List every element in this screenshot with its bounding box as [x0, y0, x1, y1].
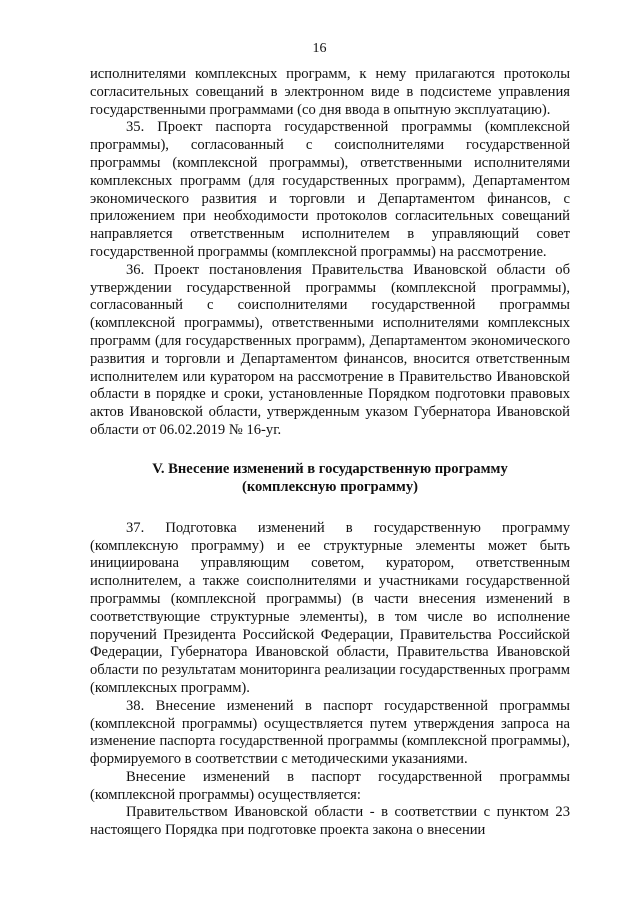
paragraph-38-intro: Внесение изменений в паспорт государственной программы (комплексной программы) осуществляется: — [90, 768, 570, 803]
section-title-line-1: V. Внесение изменений в государственную программу — [152, 460, 508, 477]
paragraph-38: 38. Внесение изменений в паспорт государственной программы (комплексной программы) осуществляется путем утверждения запроса на изменение паспорта государственной программы (комплексной программы), формируемого в соответствии с методическими указаниями. — [90, 697, 570, 768]
paragraph-37: 37. Подготовка изменений в государственную программу (комплексную программу) и ее структурные элементы может быть инициирована управляющим советом, куратором, ответственным исполнителем, а также соисполнителями и участниками государственной программы (комплексной программы) (в части внесения изменений в соответствующие структурные элементы), в том числе во исполнение поручений Президента Российской Федерации, Правительства Российской Федерации, Губернатора Ивановской области, Правительства Ивановской области по результатам мониторинга реализации государственных программ (комплексных программ). — [90, 519, 570, 696]
paragraph-continuation: исполнителями комплексных программ, к нему прилагаются протоколы согласительных совещаний в электронном виде в подсистеме управления государственными программами (со дня ввода в опытную эксплуатацию). — [90, 66, 570, 118]
document-body — [90, 66, 570, 840]
paragraph-38-government: Правительством Ивановской области - в соответствии с пунктом 23 настоящего Порядка при подготовке проекта закона о внесении — [90, 804, 570, 839]
paragraph-35: 35. Проект паспорта государственной программы (комплексной программы), согласованный с соисполнителями государственной программы (комплексной программы), ответственными исполнителями комплексных программ (для государственных программ), Департаментом экономического развития и торговли и Департаментом финансов, с приложением при необходимости протоколов согласительных совещаний направляется ответственным исполнителем в управляющий совет государственной программы (комплексной программы) на рассмотрение. — [90, 119, 570, 260]
section-title-line-2: (комплексную программу) — [241, 478, 419, 495]
section-title — [90, 460, 570, 496]
paragraph-36: 36. Проект постановления Правительства Ивановской области об утверждении государственной программы (комплексной программы), согласованный с соисполнителями государственной программы (комплексной программы), ответственными исполнителями комплексных программ (для государственных программ), Департаментом экономического развития и торговли и Департаментом финансов, вносится ответственным исполнителем или куратором на рассмотрение в Правительство Ивановской области в порядке и сроки, установленные Порядком подготовки правовых актов Ивановской области, утвержденным указом Губернатора Ивановской области от 06.02.2019 № 16-уг. — [90, 261, 570, 438]
page-number: 16 — [312, 41, 327, 56]
